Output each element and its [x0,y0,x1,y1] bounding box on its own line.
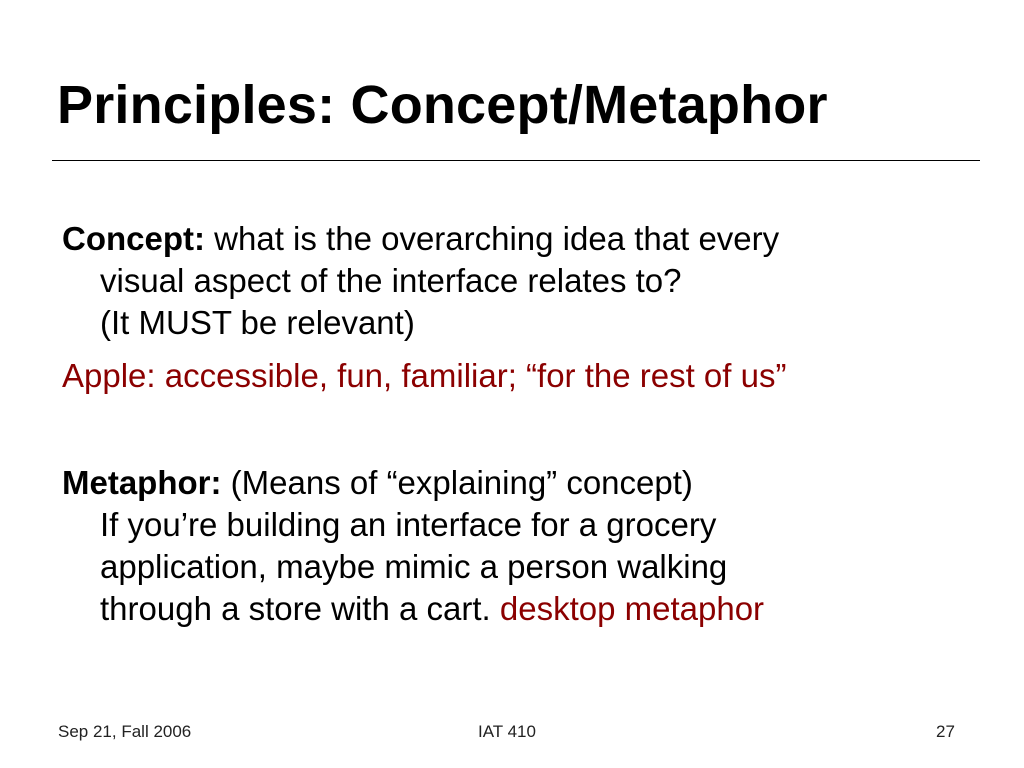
metaphor-line-1: (Means of “explaining” concept) [230,464,693,501]
concept-line-2: visual aspect of the interface relates to? [100,262,682,299]
concept-paragraph [62,218,779,344]
desktop-metaphor-highlight: desktop metaphor [499,590,765,627]
metaphor-line-4 [62,588,764,630]
footer-date: Sep 21, Fall 2006 [58,722,192,741]
footer-page-number: 27 [936,722,955,741]
metaphor-term: Metaphor: [62,464,222,501]
metaphor-paragraph [62,462,764,630]
metaphor-line-3: application, maybe mimic a person walking [100,548,728,585]
footer-course: IAT 410 [478,722,536,741]
metaphor-line-2: If you’re building an interface for a grocery [100,506,717,543]
slide-title: Principles: Concept/Metaphor [57,75,828,135]
concept-line-3: (It MUST be relevant) [100,304,415,341]
concept-term: Concept: [62,220,205,257]
apple-example: Apple: accessible, fun, familiar; “for the rest of us” [62,357,787,394]
title-divider [52,160,980,161]
concept-line-1: what is the overarching idea that every [214,220,780,257]
metaphor-line-4-text: through a store with a cart. [100,590,491,627]
